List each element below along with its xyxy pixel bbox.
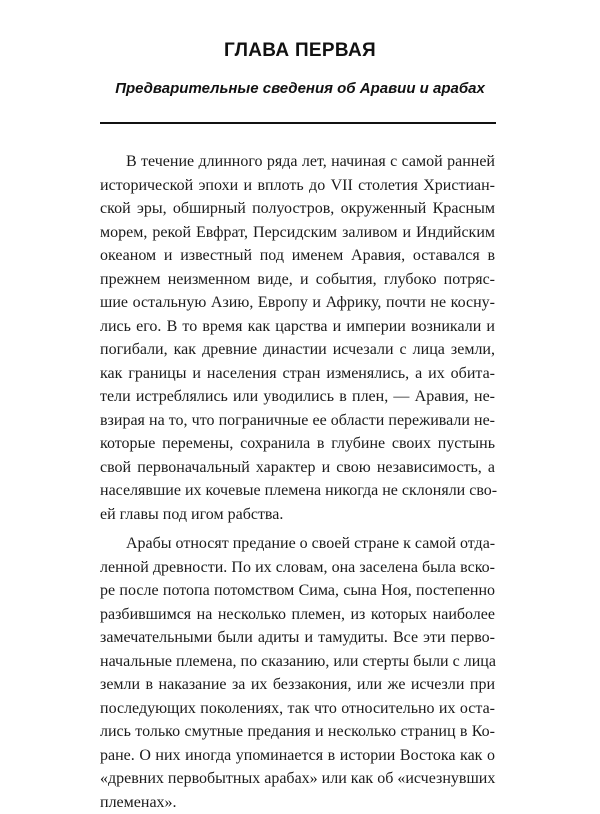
text-line: морем, рекой Евфрат, Персидским заливом и Индийским [100,221,495,245]
text-line: племенах». [100,791,495,814]
text-line: свой первоначальный характер и свою независимость, а [100,456,495,480]
text-line: исторической эпохи и вплоть до VII столетия Христиан- [100,174,495,198]
text-line: как границы и населения стран изменялись, а их обита- [100,362,495,386]
text-line: лись только смутные предания и несколько страниц в Ко- [100,720,495,744]
text-line: Арабы относят предание о своей стране к самой отда- [100,532,495,556]
text-line: прежнем неизменном виде, и события, глубоко потряс- [100,268,495,292]
text-line: ре после потопа потомством Сима, сына Ноя, постепенно [100,579,495,603]
text-line: земли в наказание за их беззакония, или же исчезли при [100,673,495,697]
text-line: начальные племена, по сказанию, или стерты были с лица [100,650,495,674]
text-line: тели истреблялись или уводились в плен, — Аравия, не- [100,385,495,409]
text-line: «древних первобытных арабах» или как об «исчезнувших [100,767,495,791]
text-line: погибали, как древние династии исчезали с лица земли, [100,338,495,362]
text-line: шие остальную Азию, Европу и Африку, почти не косну- [100,291,495,315]
text-line: последующих поколениях, так что относительно их оста- [100,697,495,721]
text-line: океаном и известный под именем Аравия, оставался в [100,244,495,268]
chapter-title: ГЛАВА ПЕРВАЯ [0,40,600,62]
paragraph-1 [100,150,495,526]
paragraph-2 [100,532,495,814]
text-line: населявшие их кочевые племена никогда не склоняли сво- [100,479,495,503]
horizontal-rule [100,122,496,124]
body-text [100,150,495,814]
text-line: ской эры, обширный полуостров, окруженный Красным [100,197,495,221]
text-line: ей главы под игом рабства. [100,503,495,527]
text-line: ленной древности. По их словам, она заселена была вско- [100,556,495,580]
text-line: которые перемены, сохранила в глубине своих пустынь [100,432,495,456]
text-line: замечательными были адиты и тамудиты. Все эти перво- [100,626,495,650]
chapter-subtitle: Предварительные сведения об Аравии и арабах [0,80,600,97]
text-line: лись его. В то время как царства и империи возникали и [100,315,495,339]
text-line: взирая на то, что пограничные ее области переживали не- [100,409,495,433]
text-line: ране. О них иногда упоминается в истории Востока как о [100,744,495,768]
text-line: В течение длинного ряда лет, начиная с самой ранней [100,150,495,174]
text-line: разбившимся на несколько племен, из которых наиболее [100,603,495,627]
